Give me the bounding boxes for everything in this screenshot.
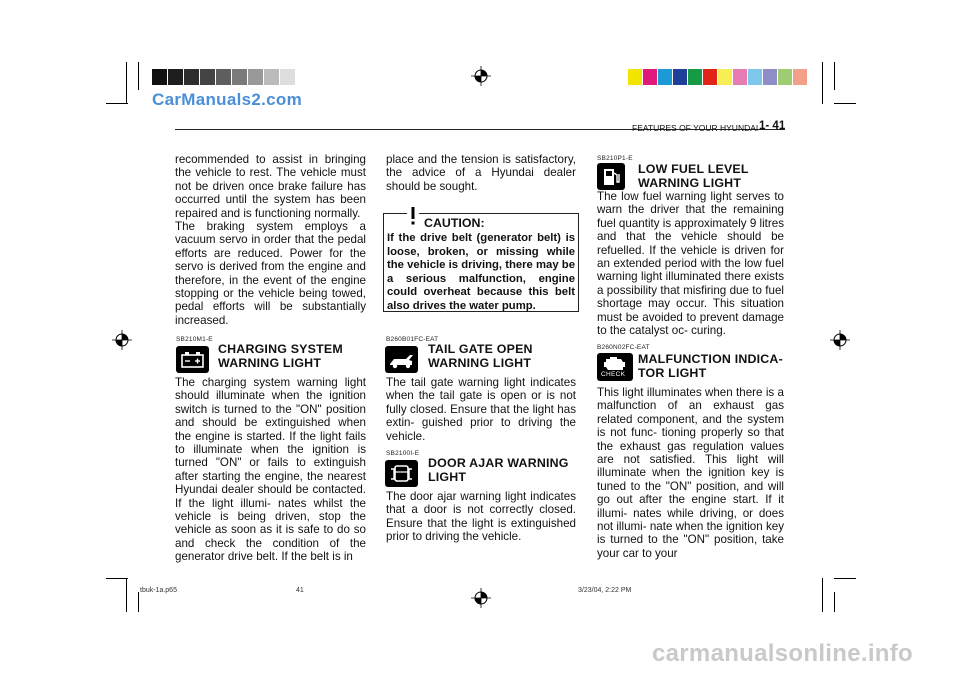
crop-mark (834, 62, 835, 90)
caution-box (383, 213, 579, 312)
color-swatch (688, 69, 702, 85)
color-swatch (643, 69, 657, 85)
section-code: B260N02FC-EAT (597, 344, 650, 351)
check-engine-icon (597, 353, 633, 381)
color-swatch (778, 69, 792, 85)
low-fuel-body: The low fuel warning light serves to warn the driver that the remaining fuel quantity is approximately 9 litres and that the vehicle should be refuelled. If the vehicle is driven for an extended period with the low fuel warning light illuminated there exists a possibility that misfiring due to fuel shortage may occur. This situation must be avoided to prevent damage to the catalyst oc- curing. (597, 190, 784, 338)
header-section-title: FEATURES OF YOUR HYUNDAI (632, 123, 759, 133)
color-swatch (280, 69, 295, 85)
tailgate-heading: TAIL GATE OPEN WARNING LIGHT (428, 342, 533, 370)
caution-title: CAUTION: (424, 216, 485, 230)
section-code: B260B01FC-EAT (386, 336, 439, 343)
color-swatch (200, 69, 215, 85)
mil-body: This light illuminates when there is a malfunction of an exhaust gas related component, and the system is not func- tioning properly so that the exhaust gas regulation values are not satisfied. This light will illuminate when the ignition key is tuned to the "ON" position, and will go out after the engine start. If it illumi- nates while driving, or does not illumi- nate when the ignition key is turned to the "ON" position, take your car to your (597, 386, 784, 560)
color-swatch (793, 69, 807, 85)
color-swatch (264, 69, 279, 85)
crop-mark (126, 62, 127, 104)
color-swatch (248, 69, 263, 85)
brake-intro-text: recommended to assist in bringing the vehicle to rest. The vehicle must not be driven once brake failure has occurred until the system has been repaired and is functioning normally. The braking system employs a vacuum servo in order that the pedal efforts are reduced. Power for the servo is derived from the engine and therefore, in the event of the engine stopping or the vehicle being towed, pedal efforts will be substantially increased. (175, 153, 366, 327)
fuel-pump-icon (597, 163, 625, 190)
battery-icon (176, 346, 209, 373)
crop-mark (834, 103, 856, 104)
registration-target-icon (471, 588, 491, 608)
footer-page: 41 (296, 587, 304, 594)
tailgate-open-icon (385, 346, 418, 373)
door-ajar-body: The door ajar warning light indicates that a door is not correctly closed. Ensure that the light is extinguished prior to driving the vehicle. (386, 490, 576, 544)
door-ajar-heading: DOOR AJAR WARNING LIGHT (428, 456, 569, 484)
crop-mark (106, 103, 128, 104)
crop-mark (822, 578, 823, 612)
caution-body: If the drive belt (generator belt) is loose, broken, or missing while the vehicle is driving, there may be a serious malfunction, engine could overheat because this belt also drives the water pump. (387, 232, 575, 312)
watermark-bottom[interactable]: carmanualsonline.info (652, 640, 914, 667)
section-code: SB2100I-E (386, 450, 420, 457)
color-swatch (703, 69, 717, 85)
section-code: SB210P1-E (597, 155, 633, 162)
belt-intro-text: place and the tension is satisfactory, the advice of a Hyundai dealer should be sought. (386, 153, 576, 193)
color-swatch (232, 69, 247, 85)
color-swatch (718, 69, 732, 85)
crop-mark (106, 578, 128, 579)
color-swatch (658, 69, 672, 85)
color-swatch (216, 69, 231, 85)
charging-heading: CHARGING SYSTEM WARNING LIGHT (218, 342, 343, 370)
crop-mark (126, 578, 127, 612)
color-swatch (748, 69, 762, 85)
watermark-top[interactable]: CarManuals2.com (152, 90, 302, 109)
door-ajar-icon (385, 460, 418, 487)
page-number: 1- 41 (759, 120, 786, 132)
crop-mark (834, 592, 835, 612)
crop-mark (822, 62, 823, 104)
color-swatch (152, 69, 167, 85)
color-swatch (673, 69, 687, 85)
color-swatch (763, 69, 777, 85)
color-swatch (168, 69, 183, 85)
color-swatch (184, 69, 199, 85)
registration-target-icon (112, 330, 132, 350)
charging-body: The charging system warning light should illuminate when the ignition switch is turned to the "ON" position and should be extinguished when the engine is started. If the light fails to illuminate when the ignition is turned "ON" or fails to extinguish after starting the engine, the nearest Hyundai dealer should be contacted. If the light illumi- nates whilst the vehicle is being driven, stop the vehicle as soon as it is safe to do so and check the condition of the generator drive belt. If the belt is in (175, 376, 366, 564)
registration-target-icon (830, 330, 850, 350)
low-fuel-heading: LOW FUEL LEVEL WARNING LIGHT (638, 162, 749, 190)
registration-target-icon (471, 66, 491, 86)
color-swatch (733, 69, 747, 85)
crop-mark (138, 62, 139, 90)
footer-filename: tbuk-1a.p65 (140, 587, 177, 594)
crop-mark (138, 592, 139, 612)
section-code: SB210M1-E (176, 336, 213, 343)
mil-heading: MALFUNCTION INDICA- TOR LIGHT (638, 352, 783, 380)
crop-mark (834, 578, 856, 579)
footer-date: 3/23/04, 2:22 PM (578, 587, 632, 594)
check-icon-label: CHECK (601, 371, 626, 378)
tailgate-body: The tail gate warning light indicates when the tail gate is open or is not fully closed. Ensure that the light has extin- guished prior to driving the vehicle. (386, 376, 576, 443)
color-swatch (628, 69, 642, 85)
